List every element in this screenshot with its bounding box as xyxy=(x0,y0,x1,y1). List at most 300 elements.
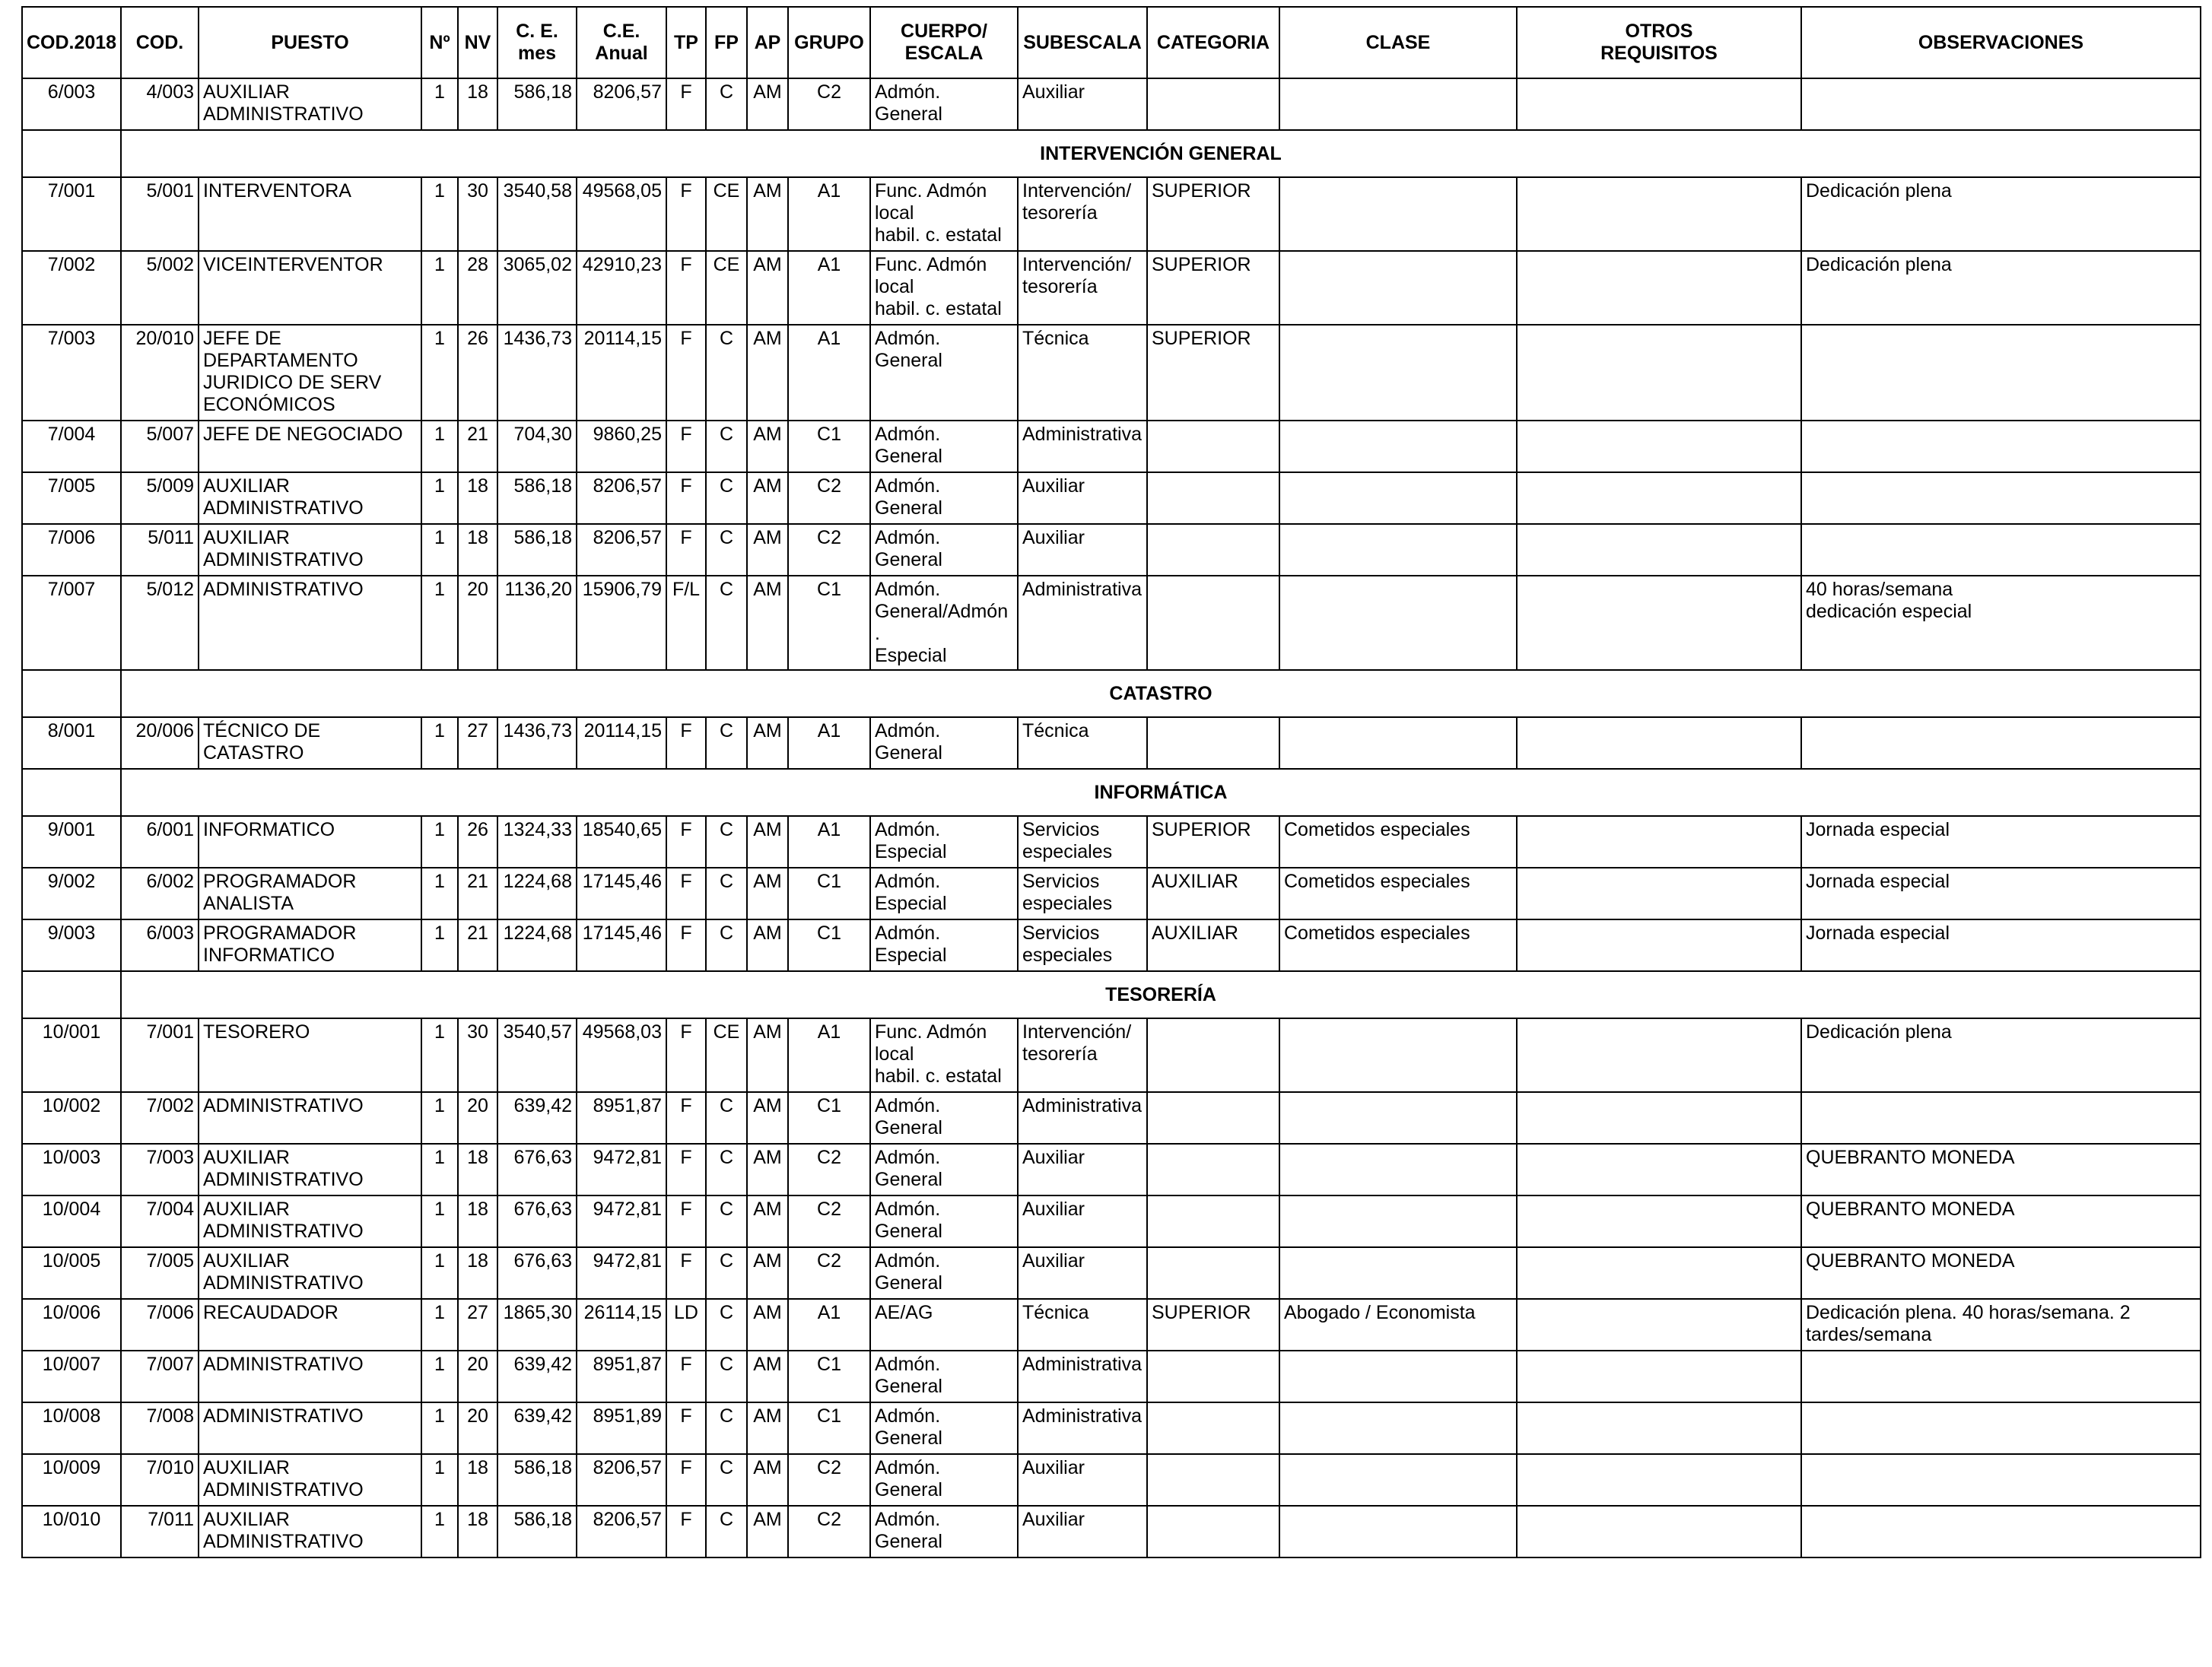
cell-cod2018: 7/002 xyxy=(22,251,121,325)
cell-ce-anual: 8206,57 xyxy=(577,524,666,576)
cell-ce-anual: 8951,87 xyxy=(577,1351,666,1402)
cell-grupo: A1 xyxy=(788,251,870,325)
table-row xyxy=(22,1247,2201,1299)
cell-nv: 28 xyxy=(458,251,497,325)
cell-fp: C xyxy=(706,717,747,769)
cell-clase xyxy=(1279,1092,1517,1144)
table-row xyxy=(22,919,2201,971)
cell-cod2018: 10/010 xyxy=(22,1506,121,1557)
cell-fp: CE xyxy=(706,251,747,325)
cell-ce-mes: 586,18 xyxy=(497,1454,577,1506)
cell-ce-anual: 15906,79 xyxy=(577,576,666,670)
section-spacer-cell xyxy=(22,670,121,717)
cell-grupo: C2 xyxy=(788,1454,870,1506)
cell-ap: AM xyxy=(747,816,788,868)
cell-numero: 1 xyxy=(421,1402,458,1454)
cell-cod2018: 10/009 xyxy=(22,1454,121,1506)
cell-fp: C xyxy=(706,524,747,576)
cell-ap: AM xyxy=(747,177,788,251)
cell-puesto: AUXILIAR ADMINISTRATIVO xyxy=(199,1144,421,1195)
table-row xyxy=(22,1351,2201,1402)
cell-nv: 18 xyxy=(458,1454,497,1506)
cell-numero: 1 xyxy=(421,524,458,576)
cell-puesto: AUXILIAR ADMINISTRATIVO xyxy=(199,1195,421,1247)
cell-fp: C xyxy=(706,1144,747,1195)
column-header-categoria: CATEGORIA xyxy=(1147,7,1279,78)
cell-cod: 7/006 xyxy=(121,1299,199,1351)
table-row xyxy=(22,177,2201,251)
cell-grupo: A1 xyxy=(788,1018,870,1092)
cell-tp: F xyxy=(666,325,706,421)
cell-otros-requisitos xyxy=(1517,251,1801,325)
cell-puesto: ADMINISTRATIVO xyxy=(199,1351,421,1402)
cell-fp: C xyxy=(706,472,747,524)
cell-ap: AM xyxy=(747,1351,788,1402)
cell-otros-requisitos xyxy=(1517,919,1801,971)
cell-cod: 4/003 xyxy=(121,78,199,130)
cell-cod2018: 10/007 xyxy=(22,1351,121,1402)
cell-fp: C xyxy=(706,1247,747,1299)
cell-numero: 1 xyxy=(421,919,458,971)
cell-observaciones: QUEBRANTO MONEDA xyxy=(1801,1195,2201,1247)
cell-ap: AM xyxy=(747,919,788,971)
cell-otros-requisitos xyxy=(1517,1018,1801,1092)
cell-subescala: Auxiliar xyxy=(1018,1195,1147,1247)
cell-puesto: INTERVENTORA xyxy=(199,177,421,251)
column-header-ce-mes: C. E. mes xyxy=(497,7,577,78)
cell-cuerpo-escala: Admón. General xyxy=(870,1402,1018,1454)
cell-grupo: A1 xyxy=(788,1299,870,1351)
cell-nv: 30 xyxy=(458,177,497,251)
section-title: TESORERÍA xyxy=(121,971,2201,1018)
cell-ce-anual: 42910,23 xyxy=(577,251,666,325)
table-row xyxy=(22,1018,2201,1092)
table-row xyxy=(22,251,2201,325)
cell-subescala: Administrativa xyxy=(1018,576,1147,670)
cell-ce-anual: 20114,15 xyxy=(577,325,666,421)
cell-ce-mes: 1136,20 xyxy=(497,576,577,670)
cell-puesto: TESORERO xyxy=(199,1018,421,1092)
cell-subescala: Técnica xyxy=(1018,325,1147,421)
cell-subescala: Intervención/ tesorería xyxy=(1018,177,1147,251)
cell-ap: AM xyxy=(747,1247,788,1299)
cell-cod: 5/002 xyxy=(121,251,199,325)
cell-categoria xyxy=(1147,472,1279,524)
cell-ce-mes: 676,63 xyxy=(497,1195,577,1247)
cell-categoria xyxy=(1147,524,1279,576)
positions-table xyxy=(21,6,2201,1558)
cell-ce-mes: 1224,68 xyxy=(497,919,577,971)
section-row xyxy=(22,769,2201,816)
cell-tp: F xyxy=(666,868,706,919)
cell-fp: C xyxy=(706,1454,747,1506)
cell-ap: AM xyxy=(747,868,788,919)
cell-fp: C xyxy=(706,325,747,421)
cell-categoria xyxy=(1147,1454,1279,1506)
cell-cod: 7/002 xyxy=(121,1092,199,1144)
cell-ap: AM xyxy=(747,1018,788,1092)
cell-clase xyxy=(1279,1195,1517,1247)
cell-observaciones: Dedicación plena xyxy=(1801,177,2201,251)
table-header-row xyxy=(22,7,2201,78)
cell-grupo: C2 xyxy=(788,1247,870,1299)
cell-cod2018: 7/005 xyxy=(22,472,121,524)
section-spacer-cell xyxy=(22,130,121,177)
cell-numero: 1 xyxy=(421,177,458,251)
cell-ce-anual: 9472,81 xyxy=(577,1247,666,1299)
cell-fp: C xyxy=(706,816,747,868)
table-row xyxy=(22,78,2201,130)
cell-ce-mes: 639,42 xyxy=(497,1092,577,1144)
cell-clase xyxy=(1279,1454,1517,1506)
cell-tp: F xyxy=(666,1506,706,1557)
cell-subescala: Auxiliar xyxy=(1018,1247,1147,1299)
cell-numero: 1 xyxy=(421,1351,458,1402)
cell-ap: AM xyxy=(747,1092,788,1144)
cell-ce-anual: 9472,81 xyxy=(577,1195,666,1247)
cell-observaciones: Dedicación plena xyxy=(1801,251,2201,325)
cell-grupo: A1 xyxy=(788,816,870,868)
cell-ap: AM xyxy=(747,1299,788,1351)
cell-cod: 20/010 xyxy=(121,325,199,421)
cell-subescala: Auxiliar xyxy=(1018,1506,1147,1557)
cell-clase: Cometidos especiales xyxy=(1279,919,1517,971)
cell-cod2018: 9/003 xyxy=(22,919,121,971)
cell-cod2018: 10/005 xyxy=(22,1247,121,1299)
cell-categoria xyxy=(1147,1195,1279,1247)
cell-ce-anual: 8206,57 xyxy=(577,1454,666,1506)
section-spacer-cell xyxy=(22,769,121,816)
cell-cuerpo-escala: Admón. General xyxy=(870,78,1018,130)
cell-categoria xyxy=(1147,1018,1279,1092)
cell-observaciones xyxy=(1801,78,2201,130)
cell-observaciones xyxy=(1801,1402,2201,1454)
cell-grupo: C1 xyxy=(788,421,870,472)
section-row xyxy=(22,670,2201,717)
cell-grupo: C1 xyxy=(788,1092,870,1144)
cell-clase xyxy=(1279,472,1517,524)
cell-fp: C xyxy=(706,576,747,670)
cell-cuerpo-escala: Func. Admón local habil. c. estatal xyxy=(870,251,1018,325)
cell-cod: 20/006 xyxy=(121,717,199,769)
cell-observaciones xyxy=(1801,1351,2201,1402)
table-row xyxy=(22,868,2201,919)
cell-cuerpo-escala: Admón. General xyxy=(870,717,1018,769)
cell-ce-mes: 586,18 xyxy=(497,1506,577,1557)
cell-observaciones xyxy=(1801,1454,2201,1506)
cell-clase xyxy=(1279,251,1517,325)
cell-ap: AM xyxy=(747,325,788,421)
cell-cod2018: 10/008 xyxy=(22,1402,121,1454)
table-row xyxy=(22,325,2201,421)
cell-grupo: C1 xyxy=(788,868,870,919)
cell-nv: 18 xyxy=(458,1506,497,1557)
cell-cuerpo-escala: Func. Admón local habil. c. estatal xyxy=(870,177,1018,251)
table-row xyxy=(22,717,2201,769)
cell-tp: F xyxy=(666,177,706,251)
cell-grupo: C2 xyxy=(788,1144,870,1195)
cell-observaciones xyxy=(1801,524,2201,576)
cell-cuerpo-escala: Admón. General xyxy=(870,524,1018,576)
cell-grupo: A1 xyxy=(788,717,870,769)
table-row xyxy=(22,1144,2201,1195)
cell-categoria: SUPERIOR xyxy=(1147,1299,1279,1351)
cell-grupo: C1 xyxy=(788,1402,870,1454)
cell-categoria: SUPERIOR xyxy=(1147,177,1279,251)
cell-ce-anual: 8206,57 xyxy=(577,1506,666,1557)
column-header-grupo: GRUPO xyxy=(788,7,870,78)
cell-puesto: TÉCNICO DE CATASTRO xyxy=(199,717,421,769)
cell-ap: AM xyxy=(747,78,788,130)
table-body xyxy=(22,78,2201,1557)
cell-numero: 1 xyxy=(421,576,458,670)
cell-otros-requisitos xyxy=(1517,1299,1801,1351)
column-header-puesto: PUESTO xyxy=(199,7,421,78)
cell-observaciones: QUEBRANTO MONEDA xyxy=(1801,1144,2201,1195)
cell-nv: 18 xyxy=(458,78,497,130)
cell-cod: 5/009 xyxy=(121,472,199,524)
cell-tp: F xyxy=(666,1247,706,1299)
cell-ce-mes: 704,30 xyxy=(497,421,577,472)
table-row xyxy=(22,524,2201,576)
cell-numero: 1 xyxy=(421,1018,458,1092)
cell-cuerpo-escala: Admón. General xyxy=(870,421,1018,472)
cell-clase xyxy=(1279,1247,1517,1299)
cell-ce-mes: 1224,68 xyxy=(497,868,577,919)
cell-cod: 7/003 xyxy=(121,1144,199,1195)
cell-otros-requisitos xyxy=(1517,1402,1801,1454)
section-title: INFORMÁTICA xyxy=(121,769,2201,816)
cell-nv: 21 xyxy=(458,868,497,919)
cell-cuerpo-escala: Admón. General/Admón. Especial xyxy=(870,576,1018,670)
cell-ce-anual: 49568,05 xyxy=(577,177,666,251)
cell-cuerpo-escala: Admón. General xyxy=(870,1195,1018,1247)
cell-fp: C xyxy=(706,1195,747,1247)
cell-cod: 7/005 xyxy=(121,1247,199,1299)
cell-subescala: Auxiliar xyxy=(1018,1144,1147,1195)
cell-observaciones xyxy=(1801,472,2201,524)
cell-ce-mes: 1865,30 xyxy=(497,1299,577,1351)
cell-numero: 1 xyxy=(421,472,458,524)
cell-nv: 27 xyxy=(458,1299,497,1351)
table-row xyxy=(22,472,2201,524)
cell-fp: C xyxy=(706,1506,747,1557)
cell-cod: 5/007 xyxy=(121,421,199,472)
cell-cod: 6/002 xyxy=(121,868,199,919)
cell-nv: 27 xyxy=(458,717,497,769)
cell-tp: F xyxy=(666,1144,706,1195)
cell-cod2018: 10/006 xyxy=(22,1299,121,1351)
cell-ce-anual: 8206,57 xyxy=(577,472,666,524)
section-title: INTERVENCIÓN GENERAL xyxy=(121,130,2201,177)
cell-nv: 18 xyxy=(458,1195,497,1247)
cell-cod: 5/011 xyxy=(121,524,199,576)
cell-ap: AM xyxy=(747,1506,788,1557)
cell-cuerpo-escala: Admón. Especial xyxy=(870,816,1018,868)
cell-nv: 20 xyxy=(458,1092,497,1144)
cell-subescala: Intervención/ tesorería xyxy=(1018,251,1147,325)
cell-ce-mes: 639,42 xyxy=(497,1402,577,1454)
cell-nv: 20 xyxy=(458,1402,497,1454)
cell-clase xyxy=(1279,717,1517,769)
cell-cod: 6/003 xyxy=(121,919,199,971)
cell-ce-mes: 676,63 xyxy=(497,1144,577,1195)
cell-puesto: VICEINTERVENTOR xyxy=(199,251,421,325)
cell-cod: 5/001 xyxy=(121,177,199,251)
cell-tp: F xyxy=(666,421,706,472)
cell-observaciones xyxy=(1801,325,2201,421)
cell-ap: AM xyxy=(747,576,788,670)
cell-nv: 26 xyxy=(458,325,497,421)
cell-otros-requisitos xyxy=(1517,472,1801,524)
cell-cod2018: 9/001 xyxy=(22,816,121,868)
section-row xyxy=(22,971,2201,1018)
cell-ap: AM xyxy=(747,472,788,524)
cell-nv: 26 xyxy=(458,816,497,868)
cell-cod2018: 10/001 xyxy=(22,1018,121,1092)
cell-tp: F xyxy=(666,251,706,325)
cell-observaciones: Jornada especial xyxy=(1801,868,2201,919)
cell-ce-anual: 17145,46 xyxy=(577,919,666,971)
cell-grupo: C2 xyxy=(788,1506,870,1557)
table-row xyxy=(22,816,2201,868)
cell-cuerpo-escala: Admón. General xyxy=(870,1506,1018,1557)
cell-grupo: C2 xyxy=(788,78,870,130)
cell-nv: 18 xyxy=(458,1247,497,1299)
table-row xyxy=(22,1299,2201,1351)
cell-observaciones xyxy=(1801,717,2201,769)
cell-puesto: PROGRAMADOR INFORMATICO xyxy=(199,919,421,971)
column-header-cod: COD. xyxy=(121,7,199,78)
cell-categoria xyxy=(1147,78,1279,130)
cell-cuerpo-escala: Admón. General xyxy=(870,472,1018,524)
table-row xyxy=(22,1092,2201,1144)
cell-grupo: C1 xyxy=(788,576,870,670)
cell-nv: 21 xyxy=(458,919,497,971)
section-row xyxy=(22,130,2201,177)
cell-clase xyxy=(1279,325,1517,421)
cell-subescala: Técnica xyxy=(1018,1299,1147,1351)
cell-cuerpo-escala: Admón. General xyxy=(870,1454,1018,1506)
cell-otros-requisitos xyxy=(1517,421,1801,472)
cell-subescala: Auxiliar xyxy=(1018,1454,1147,1506)
cell-puesto: JEFE DE DEPARTAMENTO JURIDICO DE SERV ECONÓMICOS xyxy=(199,325,421,421)
cell-cuerpo-escala: Admón. General xyxy=(870,1144,1018,1195)
cell-puesto: AUXILIAR ADMINISTRATIVO xyxy=(199,1454,421,1506)
cell-clase: Cometidos especiales xyxy=(1279,868,1517,919)
column-header-subescala: SUBESCALA xyxy=(1018,7,1147,78)
cell-nv: 30 xyxy=(458,1018,497,1092)
cell-otros-requisitos xyxy=(1517,1506,1801,1557)
table-row xyxy=(22,576,2201,670)
cell-ce-anual: 9860,25 xyxy=(577,421,666,472)
cell-ce-anual: 17145,46 xyxy=(577,868,666,919)
cell-clase xyxy=(1279,78,1517,130)
column-header-observaciones: OBSERVACIONES xyxy=(1801,7,2201,78)
cell-ce-anual: 8206,57 xyxy=(577,78,666,130)
column-header-ap: AP xyxy=(747,7,788,78)
cell-cod2018: 7/006 xyxy=(22,524,121,576)
cell-clase xyxy=(1279,576,1517,670)
cell-puesto: JEFE DE NEGOCIADO xyxy=(199,421,421,472)
column-header-cod2018: COD.2018 xyxy=(22,7,121,78)
cell-cod2018: 7/004 xyxy=(22,421,121,472)
cell-grupo: A1 xyxy=(788,177,870,251)
cell-observaciones: Dedicación plena. 40 horas/semana. 2 tardes/semana xyxy=(1801,1299,2201,1351)
cell-otros-requisitos xyxy=(1517,1247,1801,1299)
cell-numero: 1 xyxy=(421,717,458,769)
cell-grupo: C1 xyxy=(788,1351,870,1402)
cell-ap: AM xyxy=(747,1454,788,1506)
cell-clase xyxy=(1279,524,1517,576)
cell-categoria xyxy=(1147,1092,1279,1144)
cell-ce-anual: 26114,15 xyxy=(577,1299,666,1351)
cell-ce-mes: 586,18 xyxy=(497,524,577,576)
cell-ap: AM xyxy=(747,421,788,472)
cell-otros-requisitos xyxy=(1517,177,1801,251)
cell-categoria: SUPERIOR xyxy=(1147,816,1279,868)
cell-nv: 18 xyxy=(458,524,497,576)
cell-clase xyxy=(1279,1144,1517,1195)
cell-tp: F xyxy=(666,1454,706,1506)
cell-cuerpo-escala: Admón. Especial xyxy=(870,868,1018,919)
cell-ce-mes: 3540,57 xyxy=(497,1018,577,1092)
cell-ce-anual: 9472,81 xyxy=(577,1144,666,1195)
table-row xyxy=(22,1195,2201,1247)
cell-clase xyxy=(1279,1402,1517,1454)
cell-observaciones: QUEBRANTO MONEDA xyxy=(1801,1247,2201,1299)
cell-clase xyxy=(1279,1506,1517,1557)
cell-puesto: ADMINISTRATIVO xyxy=(199,576,421,670)
cell-nv: 20 xyxy=(458,1351,497,1402)
cell-ce-mes: 3540,58 xyxy=(497,177,577,251)
cell-clase xyxy=(1279,177,1517,251)
cell-puesto: ADMINISTRATIVO xyxy=(199,1402,421,1454)
cell-subescala: Auxiliar xyxy=(1018,524,1147,576)
cell-numero: 1 xyxy=(421,1247,458,1299)
cell-subescala: Intervención/ tesorería xyxy=(1018,1018,1147,1092)
cell-otros-requisitos xyxy=(1517,78,1801,130)
cell-cuerpo-escala: Admón. General xyxy=(870,1247,1018,1299)
cell-ce-anual: 8951,87 xyxy=(577,1092,666,1144)
cell-cuerpo-escala: Admón. General xyxy=(870,1351,1018,1402)
cell-clase xyxy=(1279,1018,1517,1092)
cell-ce-mes: 586,18 xyxy=(497,78,577,130)
cell-cuerpo-escala: AE/AG xyxy=(870,1299,1018,1351)
cell-ce-anual: 18540,65 xyxy=(577,816,666,868)
cell-tp: F xyxy=(666,919,706,971)
cell-categoria xyxy=(1147,1144,1279,1195)
cell-fp: C xyxy=(706,919,747,971)
cell-categoria xyxy=(1147,1402,1279,1454)
cell-categoria xyxy=(1147,717,1279,769)
table-row xyxy=(22,1506,2201,1557)
cell-ce-mes: 3065,02 xyxy=(497,251,577,325)
cell-cod2018: 7/007 xyxy=(22,576,121,670)
cell-puesto: AUXILIAR ADMINISTRATIVO xyxy=(199,524,421,576)
column-header-numero: Nº xyxy=(421,7,458,78)
cell-puesto: INFORMATICO xyxy=(199,816,421,868)
cell-cod2018: 6/003 xyxy=(22,78,121,130)
cell-categoria xyxy=(1147,1247,1279,1299)
cell-cod2018: 9/002 xyxy=(22,868,121,919)
cell-otros-requisitos xyxy=(1517,1092,1801,1144)
cell-puesto: PROGRAMADOR ANALISTA xyxy=(199,868,421,919)
cell-otros-requisitos xyxy=(1517,524,1801,576)
cell-cod2018: 10/004 xyxy=(22,1195,121,1247)
cell-tp: LD xyxy=(666,1299,706,1351)
cell-clase: Cometidos especiales xyxy=(1279,816,1517,868)
